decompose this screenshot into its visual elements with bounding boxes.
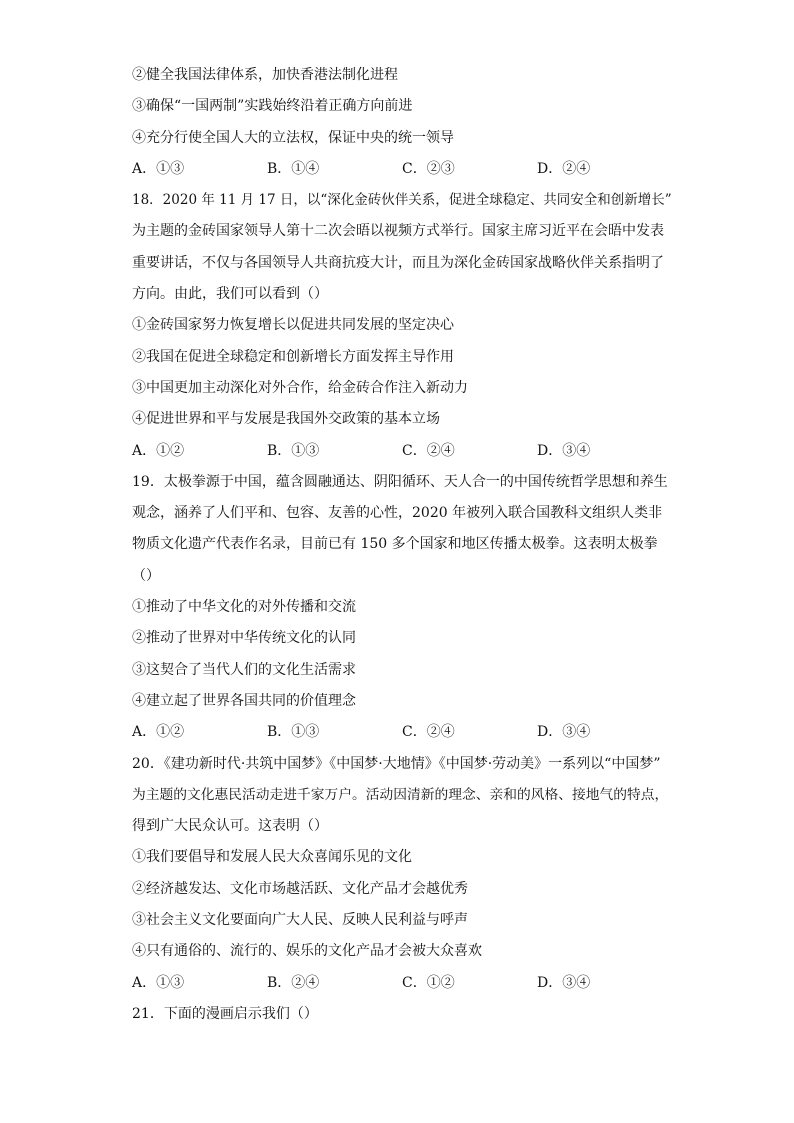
option-b[interactable]: B．①③ — [267, 724, 320, 741]
answer-options — [132, 440, 672, 471]
answer-options — [132, 721, 672, 752]
question-20 — [132, 753, 672, 1003]
prev-question-tail — [132, 64, 672, 189]
option-a[interactable]: A．①③ — [132, 160, 185, 177]
option-d[interactable]: D．③④ — [537, 442, 591, 459]
question-stem-line: 物质文化遗产代表作名录，目前已有 150 多个国家和地区传播太极拳。这表明太极拳 — [132, 536, 658, 553]
question-stem-line: 观念，涵养了人们平和、包容、友善的心性，2020 年被列入联合国教科文组织人类非 — [132, 505, 663, 522]
option-b[interactable]: B．①③ — [267, 442, 320, 459]
statement-line: ③社会主义文化要面向广大人民、反映人民利益与呼声 — [132, 912, 468, 929]
option-a[interactable]: A．①② — [132, 724, 185, 741]
option-a[interactable]: A．①③ — [132, 974, 185, 991]
option-c[interactable]: C．②④ — [402, 442, 455, 459]
question-18 — [132, 189, 672, 471]
question-stem-line: 为主题的金砖国家领导人第十二次会晤以视频方式举行。国家主席习近平在会晤中发表 — [132, 223, 664, 240]
statement-line: ③这契合了当代人们的文化生活需求 — [132, 661, 356, 678]
question-21 — [132, 1003, 672, 1034]
statement-line: ③确保“一国两制”实践始终沿着正确方向前进 — [132, 98, 413, 115]
option-a[interactable]: A．①② — [132, 442, 185, 459]
option-d[interactable]: D．③④ — [537, 724, 591, 741]
option-d[interactable]: D．③④ — [537, 974, 591, 991]
question-stem-line: 得到广大民众认可。这表明（） — [132, 818, 328, 835]
statement-line: ②推动了世界对中华传统文化的认同 — [132, 630, 356, 647]
statement-line: ③中国更加主动深化对外合作，给金砖合作注入新动力 — [132, 379, 468, 396]
statement-line: ①金砖国家努力恢复增长以促进共同发展的坚定决心 — [132, 317, 454, 334]
question-stem-line: 20．《建功新时代·共筑中国梦》《中国梦·大地情》《中国梦·劳动美》一系列以“中国梦” — [132, 755, 661, 772]
statement-line: ④建立起了世界各国共同的价值理念 — [132, 692, 356, 709]
question-stem-line: 18．2020 年 11 月 17 日，以“深化金砖伙伴关系，促进全球稳定、共同安全和创新增长” — [132, 192, 672, 209]
exam-content — [132, 64, 672, 1034]
option-b[interactable]: B．①④ — [267, 160, 320, 177]
statement-line: ②经济越发达、文化市场越活跃、文化产品才会越优秀 — [132, 880, 468, 897]
option-c[interactable]: C．②③ — [402, 160, 455, 177]
statement-line: ②健全我国法律体系，加快香港法制化进程 — [132, 67, 398, 83]
statement-line: ④只有通俗的、流行的、娱乐的文化产品才会被大众喜欢 — [132, 943, 482, 960]
question-stem-line: 21．下面的漫画启示我们（） — [132, 1005, 318, 1022]
answer-options — [132, 972, 672, 1003]
question-stem-line: 方向。由此，我们可以看到（） — [132, 286, 328, 303]
option-c[interactable]: C．②④ — [402, 724, 455, 741]
question-19 — [132, 471, 672, 753]
question-stem-line: 重要讲话，不仅与各国领导人共商抗疫大计，而且为深化金砖国家战略伙伴关系指明了 — [132, 254, 664, 271]
statement-line: ①推动了中华文化的对外传播和交流 — [132, 599, 356, 616]
option-b[interactable]: B．②④ — [267, 974, 320, 991]
statement-line: ④充分行使全国人大的立法权，保证中央的统一领导 — [132, 129, 454, 146]
question-stem-line: （） — [132, 567, 160, 584]
option-d[interactable]: D．②④ — [537, 160, 591, 177]
statement-line: ①我们要倡导和发展人民大众喜闻乐见的文化 — [132, 849, 412, 866]
option-c[interactable]: C．①② — [402, 974, 455, 991]
statement-line: ②我国在促进全球稳定和创新增长方面发挥主导作用 — [132, 348, 454, 365]
answer-options — [132, 158, 672, 189]
statement-line: ④促进世界和平与发展是我国外交政策的基本立场 — [132, 411, 440, 428]
question-stem-line: 19．太极拳源于中国，蕴含圆融通达、阴阳循环、天人合一的中国传统哲学思想和养生 — [132, 473, 668, 490]
question-stem-line: 为主题的文化惠民活动走进千家万户。活动因清新的理念、亲和的风格、接地气的特点， — [132, 786, 669, 803]
